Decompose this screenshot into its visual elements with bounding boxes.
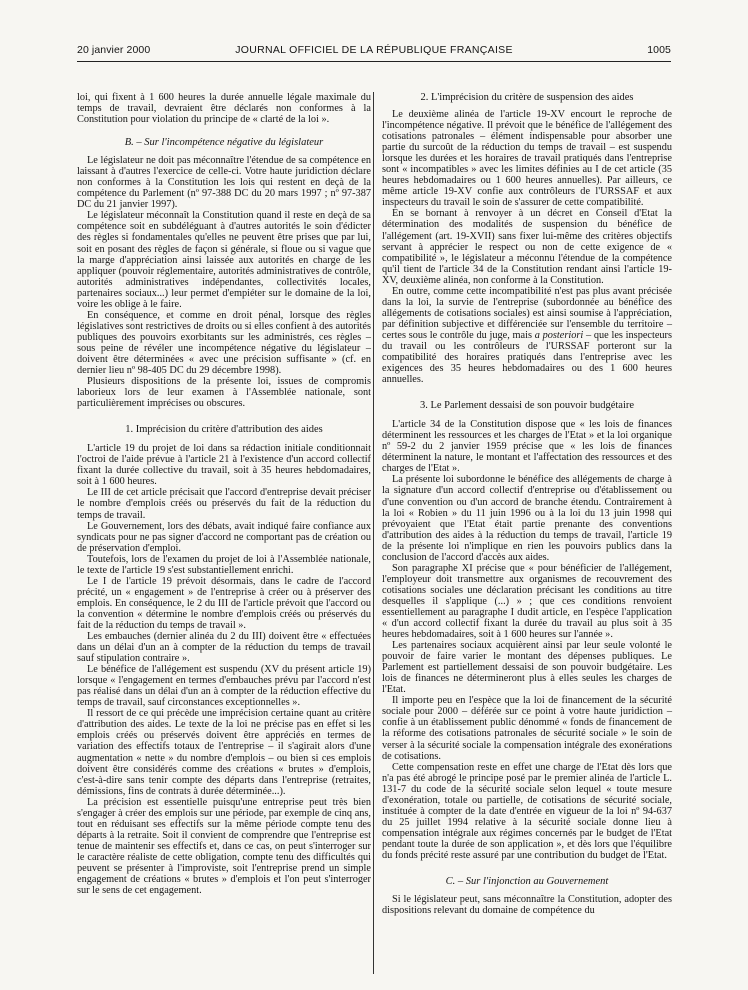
paragraph: Les partenaires sociaux acquièrent ainsi par leur seule volonté le pouvoir de faire varier le montant des dépenses publiques. Le Parlement est partiellement dessaisi de son pouvoir budgétaire. Les lois de finances ne détermineront plus à elles seules les charges de l'Etat. [382, 640, 672, 696]
paragraph-part: En outre, comme cette incompatibilité n'est pas plus avant précisée dans la loi, la survie de l'entreprise (subordonnée au bénéfice des allégements de cotisations sociales) est ainsi soumise à l'appréciation, par définition subjective et différenciée sur l'ensemble du territoire – certes sous le contrôle du juge, mais [382, 285, 672, 341]
paragraph: Toutefois, lors de l'examen du projet de loi à l'Assemblée nationale, le texte de l'article 19 s'est substantiellement enrichi. [77, 553, 371, 576]
header-title: JOURNAL OFFICIEL DE LA RÉPUBLIQUE FRANÇAISE [235, 44, 513, 56]
paragraph: Le bénéfice de l'allégement est suspendu (XV du présent article 19) lorsque « l'engagement en termes d'embauches prévu par l'accord n'est pas réalisé dans un délai d'un an à compter de la réduction effective du temps de travail, sauf circonstances exceptionnelles ». [77, 664, 371, 709]
left-column [77, 92, 371, 896]
paragraph: Le Gouvernement, lors des débats, avait indiqué faire confiance aux syndicats pour ne pas signer d'accord ne comportant pas de création ou de préservation d'emploi. [77, 520, 371, 554]
paragraph: Le deuxième alinéa de l'article 19-XV encourt le reproche de l'incompétence négative. Il prévoit que le bénéfice de l'allégement des cotisations patronales – élément indispensable pour absorber une partie du surcoût de la réduction du temps de travail – est suspendu lorsque les durées et les horaires de travail pratiqués dans l'entreprise sont « incompatibles » avec les limites définies au I de cet article (35 heures hebdomadaires ou 1 600 heures annuelles). Par ailleurs, ce même article 19-XV confie aux contrôleurs de l'URSSAF et aux inspecteurs du travail le soin de s'assurer de cette compatibilité. [382, 109, 672, 209]
right-column [382, 92, 672, 916]
page-header [77, 44, 671, 60]
section-heading-c [382, 876, 672, 888]
paragraph: L'article 19 du projet de loi dans sa rédaction initiale conditionnait l'octroi de l'aide prévue à l'article 21 à l'existence d'un accord collectif fixant la durée collective du travail, soit à 35 heures hebdomadaires, soit à 1 600 heures. [77, 443, 371, 488]
paragraph: Il ressort de ce qui précède une imprécision certaine quant au critère d'attribution des aides. Le texte de la loi ne précise pas en effet si les emplois créés ou préservés doivent être appréciés en termes de variation des effectifs totaux de l'entreprise – il s'agirait alors d'une augmentation « nette » du nombre d'emplois – ou bien si ces emplois doivent être considérés comme des créations « brutes » d'emplois, c'est-à-dire sans tenir compte des départs dans l'entreprise (retraites, démissions, fins de contrats à durée déterminée...). [77, 708, 371, 797]
header-rule [77, 61, 671, 62]
paragraph: La précision est essentielle puisqu'une entreprise peut très bien s'engager à créer des emplois sur une période, par exemple de cinq ans, tout en réduisant ses effectifs sur la même période compte tenu des départs à la retraite. Soit il convient de comprendre que l'entreprise est tenue de maintenir ses effectifs et, dans ce cas, on peut s'interroger sur le caractère réaliste de cette obligation, compte tenu des difficultés qui peuvent se présenter à l'improviste, soit l'entreprise prend un simple engagement de créations « brutes » d'emplois et l'on peut s'interroger sur le sens de cet engagement. [77, 796, 371, 897]
paragraph: Le I de l'article 19 prévoit désormais, dans le cadre de l'accord précité, un « engagement » de l'entreprise à créer ou à préserver des emplois. En conséquence, le 2 du III de l'article prévoit que l'accord ou la convention « détermine le nombre d'emplois créés ou préservés du fait de la réduction du temps de travail ». [77, 575, 371, 631]
subsection-heading-1: 1. Imprécision du critère d'attribution des aides [125, 424, 323, 436]
paragraph: En conséquence, et comme en droit pénal, lorsque des règles législatives sont restrictives de droits ou si elles confient à des autorités publiques des pouvoirs exorbitants sur les administrés, ces règles – sous peine de révéler une incompétence négative du législateur – doivent être déterminées « avec une précision suffisante » (cf. en dernier lieu nº 98-405 DC du 29 décembre 1998). [77, 309, 371, 377]
paragraph: Les embauches (dernier alinéa du 2 du III) doivent être « effectuées dans un délai d'un an à compter de la réduction du temps de travail sauf stipulation contraire ». [77, 631, 371, 665]
paragraph: loi, qui fixent à 1 600 heures la durée annuelle légale maximale du temps de travail, devraient être déclarés non conformes à la Constitution pour violation du principe de « clarté de la loi ». [77, 92, 371, 126]
paragraph: Le législateur ne doit pas méconnaître l'étendue de sa compétence en laissant à d'autres l'exercice de celle-ci. Votre haute juridiction déclare non conformes à la Constitution les lois qui restent en deçà de la compétence du Parlement (nº 97-388 DC du 20 mars 1997 ; nº 97-387 DC du 21 janvier 1997). [77, 155, 371, 211]
paragraph: Son paragraphe XI précise que « pour bénéficier de l'allégement, l'employeur doit transmettre aux organismes de recouvrement des cotisations sociales une déclaration précisant les conditions au titre desquelles il s'applique (...) » ; que ces conditions renvoient essentiellement au paragraphe I dudit article, en l'espèce l'application « d'un accord collectif fixant la durée du travail au plus soit à 35 heures hebdomadaires, soit à 1 600 heures sur l'année ». [382, 562, 672, 641]
emphasis-latin: a posteriori [534, 329, 584, 341]
subsection-heading-2: 2. L'imprécision du critère de suspension des aides [420, 92, 634, 103]
paragraph: En se bornant à renvoyer à un décret en Conseil d'Etat la détermination des modalités de suspension du bénéfice de l'allégement (art. 19-XVII) sans fixer lui-même des critères objectifs servant à apprécier le respect ou non de cette exigence de « compatibilité », le législateur a méconnu l'étendue de la compétence qu'il tient de l'article 34 de la Constitution rendant ainsi l'article 19-XV, deuxième alinéa, non conforme à la Constitution. [382, 208, 672, 286]
paragraph-part: – que les inspecteurs du travail ou les contrôleurs de l'URSSAF porteront sur la compatibilité des horaires pratiqués dans l'entreprise avec les exigences des 35 heures hebdomadaires ou des 1 600 heures annuelles. [382, 329, 672, 386]
paragraph: Si le législateur peut, sans méconnaître la Constitution, adopter des dispositions relevant du domaine de compétence du [382, 894, 672, 917]
header-page-number: 1005 [647, 44, 671, 56]
paragraph: Le législateur méconnaît la Constitution quand il reste en deçà de sa compétence soit en subdéléguant à d'autres autorités le soin d'édicter des règles si fondamentales qu'elles ne peuvent être prises que par lui, soit en posant des règles de façon si générale, si floue ou si vague que la marge d'appréciation ainsi laissée aux autorités en charge de les appliquer (pouvoir réglementaire, autorités administratives de contrôle, autorités administratives indépendantes, collectivités locales, partenaires sociaux...) leur permet d'empiéter sur le domaine de la loi, voire les oblige à le faire. [77, 210, 371, 310]
section-heading-c-text: C. – Sur l'injonction au Gouvernement [445, 876, 609, 888]
column-divider [373, 92, 374, 974]
header-date: 20 janvier 2000 [77, 44, 151, 56]
section-heading-b-text: B. – Sur l'incompétence négative du législateur [124, 137, 324, 149]
subsection-heading-3: 3. Le Parlement dessaisi de son pouvoir budgétaire [419, 400, 635, 412]
paragraph: Il importe peu en l'espèce que la loi de financement de la sécurité sociale pour 2000 – déférée sur ce point à votre haute juridiction – confie à un établissement public dénommé « fonds de financement de la réforme des cotisations patronales de sécurité sociale » le soin de verser à la sécurité sociale la compensation intégrale des exonérations de cotisations. [382, 695, 672, 762]
paragraph: Plusieurs dispositions de la présente loi, issues de compromis laborieux lors de leur examen à l'Assemblée nationale, sont particulièrement imprécises ou obscures. [77, 376, 371, 410]
paragraph: Le III de cet article précisait que l'accord d'entreprise devait préciser le nombre d'emplois créés ou préservés du fait de la réduction du temps de travail. [77, 487, 371, 521]
paragraph: L'article 34 de la Constitution dispose que « les lois de finances déterminent les ressources et les charges de l'Etat » et la loi organique nº 59-2 du 2 janvier 1959 précise que « les lois de finances déterminent la nature, le montant et l'affectation des ressources et des charges de l'Etat ». [382, 419, 672, 475]
section-heading-b [77, 137, 371, 149]
paragraph [382, 286, 672, 385]
paragraph: La présente loi subordonne le bénéfice des allégements de charge à la signature d'un accord collectif d'entreprise ou d'établissement ou d'une convention ou d'un accord de branche étendu. Contrairement à la loi « Robien » du 11 juin 1996 ou à la loi du 13 juin 1998 qui prévoyaient que l'Etat était partie prenante des conventions d'attribution des aides à la réduction du temps de travail, l'article 19 de la présente loi n'implique en rien les pouvoirs publics dans la conclusion de l'accord d'accès aux aides. [382, 474, 672, 563]
paragraph: Cette compensation reste en effet une charge de l'Etat dès lors que n'a pas été abrogé le principe posé par le premier alinéa de l'article L. 131-7 du code de la sécurité sociale selon lequel « toute mesure d'exonération, totale ou partielle, de cotisations de sécurité sociale, instituée à compter de la date d'entrée en vigueur de la loi nº 94-637 du 25 juillet 1994 relative à la sécurité sociale donne lieu à compensation intégrale aux régimes concernés par le budget de l'Etat pendant toute la durée de son application », et dès lors que l'équilibre du fonds précité reste assuré par une contribution du budget de l'Etat. [382, 761, 672, 861]
